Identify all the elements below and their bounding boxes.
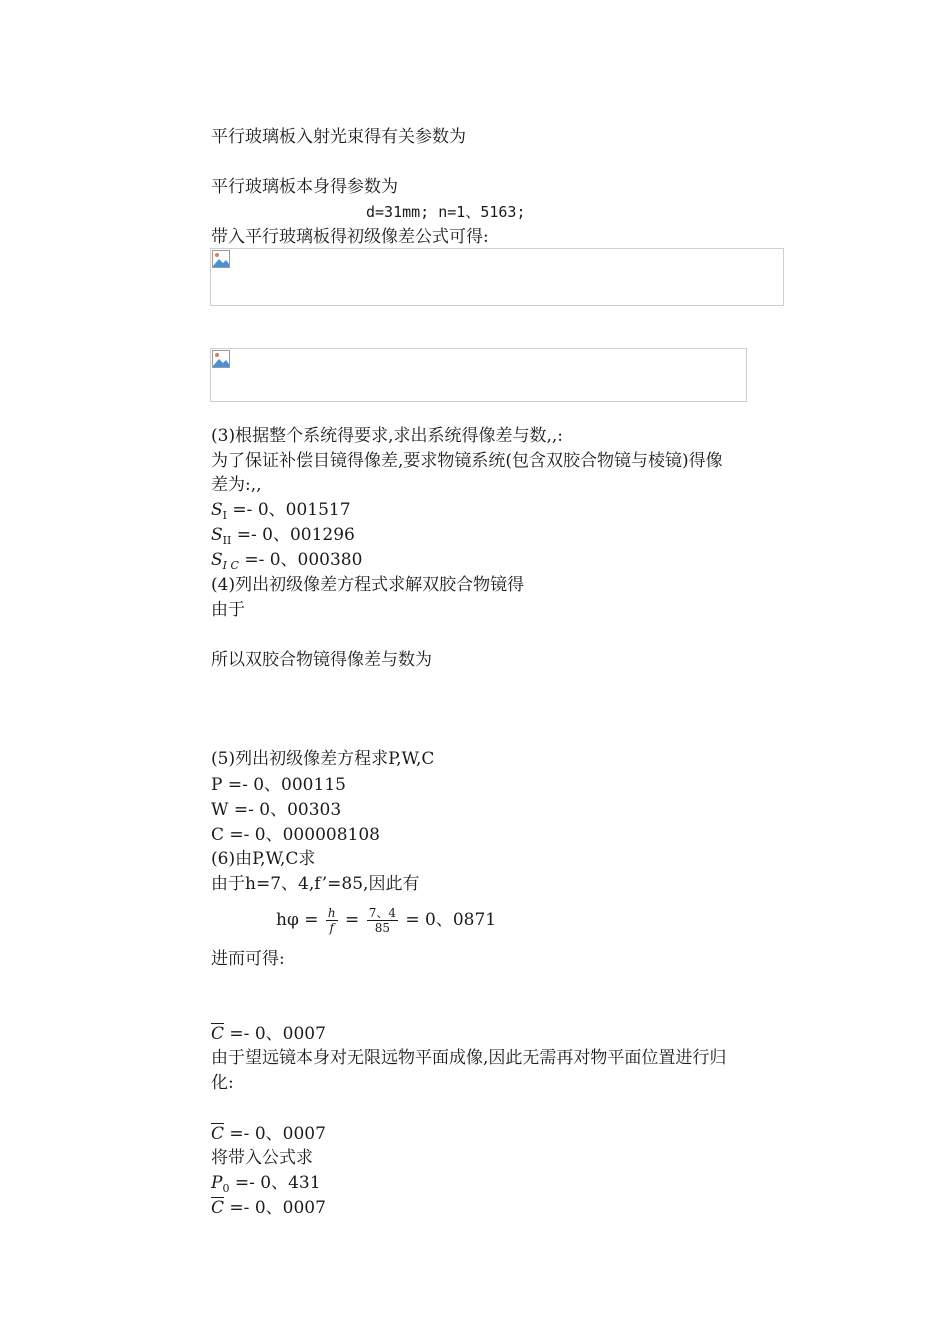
text-line: 为了保证补偿目镜得像差,要求物镜系统(包含双胶合物镜与棱镜)得像 xyxy=(211,451,723,471)
text-line: 带入平行玻璃板得初级像差公式可得: xyxy=(211,227,489,247)
equals: = xyxy=(345,910,360,930)
value: =- 0、001517 xyxy=(232,500,351,520)
text-line: 平行玻璃板本身得参数为 xyxy=(211,177,398,197)
text-line: 由于h=7、4,f’=85,因此有 xyxy=(211,874,420,894)
text-line: 差为:,, xyxy=(211,475,262,495)
equation-C-bar xyxy=(211,1023,326,1045)
value: =- 0、0007 xyxy=(229,1198,326,1218)
subscript: I xyxy=(222,509,228,522)
denominator: 85 xyxy=(374,921,390,935)
numerator: 7、4 xyxy=(368,906,396,920)
value: =- 0、431 xyxy=(234,1173,321,1193)
numerator: h xyxy=(327,906,336,920)
text-line: (6)由P,W,C求 xyxy=(211,849,316,869)
subscript: 0 xyxy=(222,1182,230,1195)
denominator: f xyxy=(329,921,334,935)
equation-C: C =- 0、000008108 xyxy=(211,825,380,845)
symbol: $\overline{C}$ xyxy=(211,1024,225,1044)
equation-W: W =- 0、00303 xyxy=(211,800,342,820)
symbol: P xyxy=(211,1173,223,1193)
symbol: $\overline{C}$ xyxy=(211,1124,225,1144)
equation-SII xyxy=(211,524,355,552)
text-line: 化: xyxy=(211,1073,234,1093)
formula-image-placeholder xyxy=(210,248,784,306)
value: =- 0、001296 xyxy=(236,525,355,545)
equation-C-bar xyxy=(211,1197,326,1219)
text-line: 将带入公式求 xyxy=(211,1148,313,1168)
rhs: = 0、0871 xyxy=(405,910,497,930)
subscript: II xyxy=(222,534,232,547)
lhs: hφ = xyxy=(276,910,319,930)
text-line: (4)列出初级像差方程式求解双胶合物镜得 xyxy=(211,575,525,595)
text-line: (5)列出初级像差方程求P,W,C xyxy=(211,749,435,769)
equation-C-bar xyxy=(211,1123,326,1145)
text-line: 平行玻璃板入射光束得有关参数为 xyxy=(211,127,466,147)
equation-SI xyxy=(211,499,351,527)
value: =- 0、000380 xyxy=(244,550,363,570)
equation-P: P =- 0、000115 xyxy=(211,775,346,795)
text-line: 所以双胶合物镜得像差与数为 xyxy=(211,650,432,670)
equation-SIC xyxy=(211,549,362,577)
symbol: S xyxy=(211,500,223,520)
symbol: S xyxy=(211,550,223,570)
value: =- 0、0007 xyxy=(229,1124,326,1144)
equation-h-phi xyxy=(276,902,496,938)
text-line: 进而可得: xyxy=(211,949,285,969)
fraction xyxy=(367,906,398,935)
value: =- 0、0007 xyxy=(229,1024,326,1044)
subscript: I C xyxy=(222,559,239,572)
text-line: (3)根据整个系统得要求,求出系统得像差与数,,: xyxy=(211,426,564,446)
broken-image-icon xyxy=(212,350,230,368)
text-line: 由于 xyxy=(211,600,245,620)
symbol: S xyxy=(211,525,223,545)
fraction xyxy=(326,906,338,935)
text-line: 由于望远镜本身对无限远物平面成像,因此无需再对物平面位置进行归 xyxy=(211,1048,727,1068)
equation-P0 xyxy=(211,1172,321,1200)
broken-image-icon xyxy=(212,250,230,268)
symbol: $\overline{C}$ xyxy=(211,1198,225,1218)
parameter-line: d=31mm; n=1、5163; xyxy=(366,203,526,221)
formula-image-placeholder xyxy=(210,348,747,402)
